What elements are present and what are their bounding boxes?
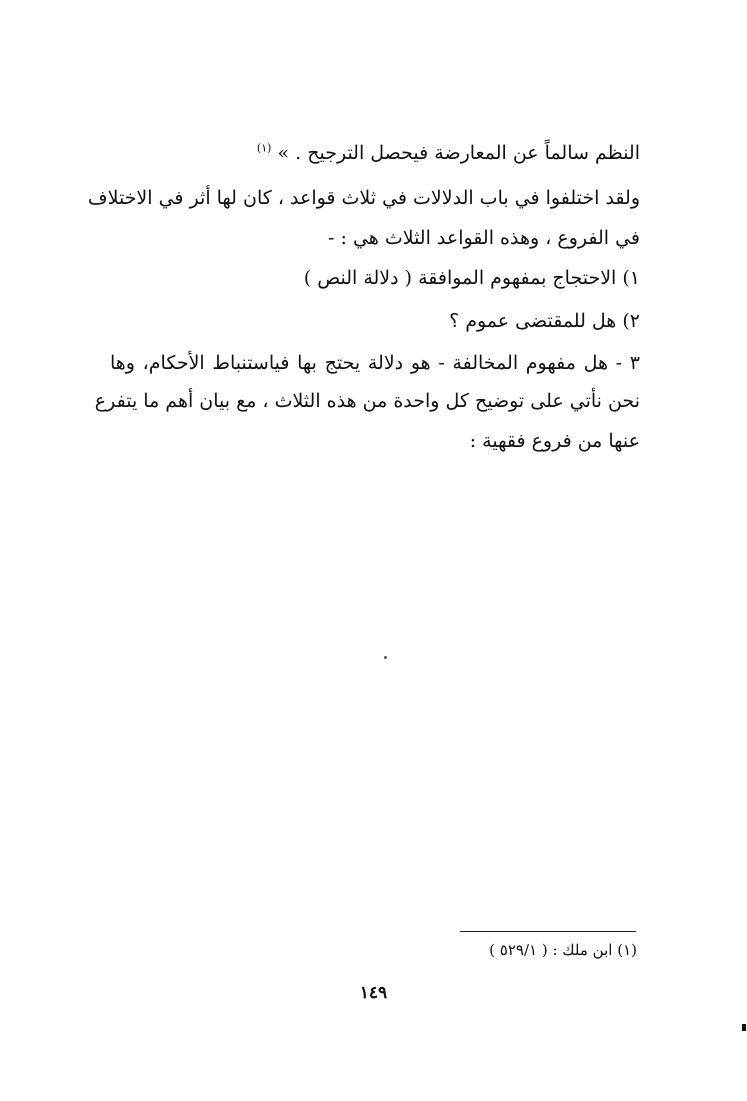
text-line-3: في الفروع ، وهذه القواعد الثلاث هي : -	[328, 227, 640, 249]
footnote-reference: (١)	[256, 141, 272, 155]
text-line-7: نحن نأتي على توضيح كل واحدة من هذه الثلاث ، مع بيان أهم ما يتفرع	[94, 390, 640, 412]
list-item-2: ٢) هل للمقتضى عموم ؟	[449, 310, 640, 332]
ink-speck	[384, 656, 387, 659]
list-item-3: ٣ - هل مفهوم المخالفة - هو دلالة يحتج بها فياستنباط الأحكام، وها	[110, 352, 640, 374]
text-line-1-content: النظم سالماً عن المعارضة فيحصل الترجيح . »	[271, 142, 640, 164]
footnote: (١) ابن ملك : ( ٥٢٩/١ )	[489, 941, 637, 959]
text-line-1	[257, 135, 640, 172]
list-item-1: ١) الاحتجاج بمفهوم الموافقة ( دلالة النص )	[303, 267, 640, 289]
page-number: ١٤٩	[359, 983, 388, 1003]
footnote-separator	[460, 931, 636, 932]
edge-mark	[742, 1024, 746, 1031]
text-line-8: عنها من فروع فقهية :	[469, 430, 640, 452]
text-line-2: ولقد اختلفوا في باب الدلالات في ثلاث قواعد ، كان لها أثر في الاختلاف	[87, 187, 640, 209]
